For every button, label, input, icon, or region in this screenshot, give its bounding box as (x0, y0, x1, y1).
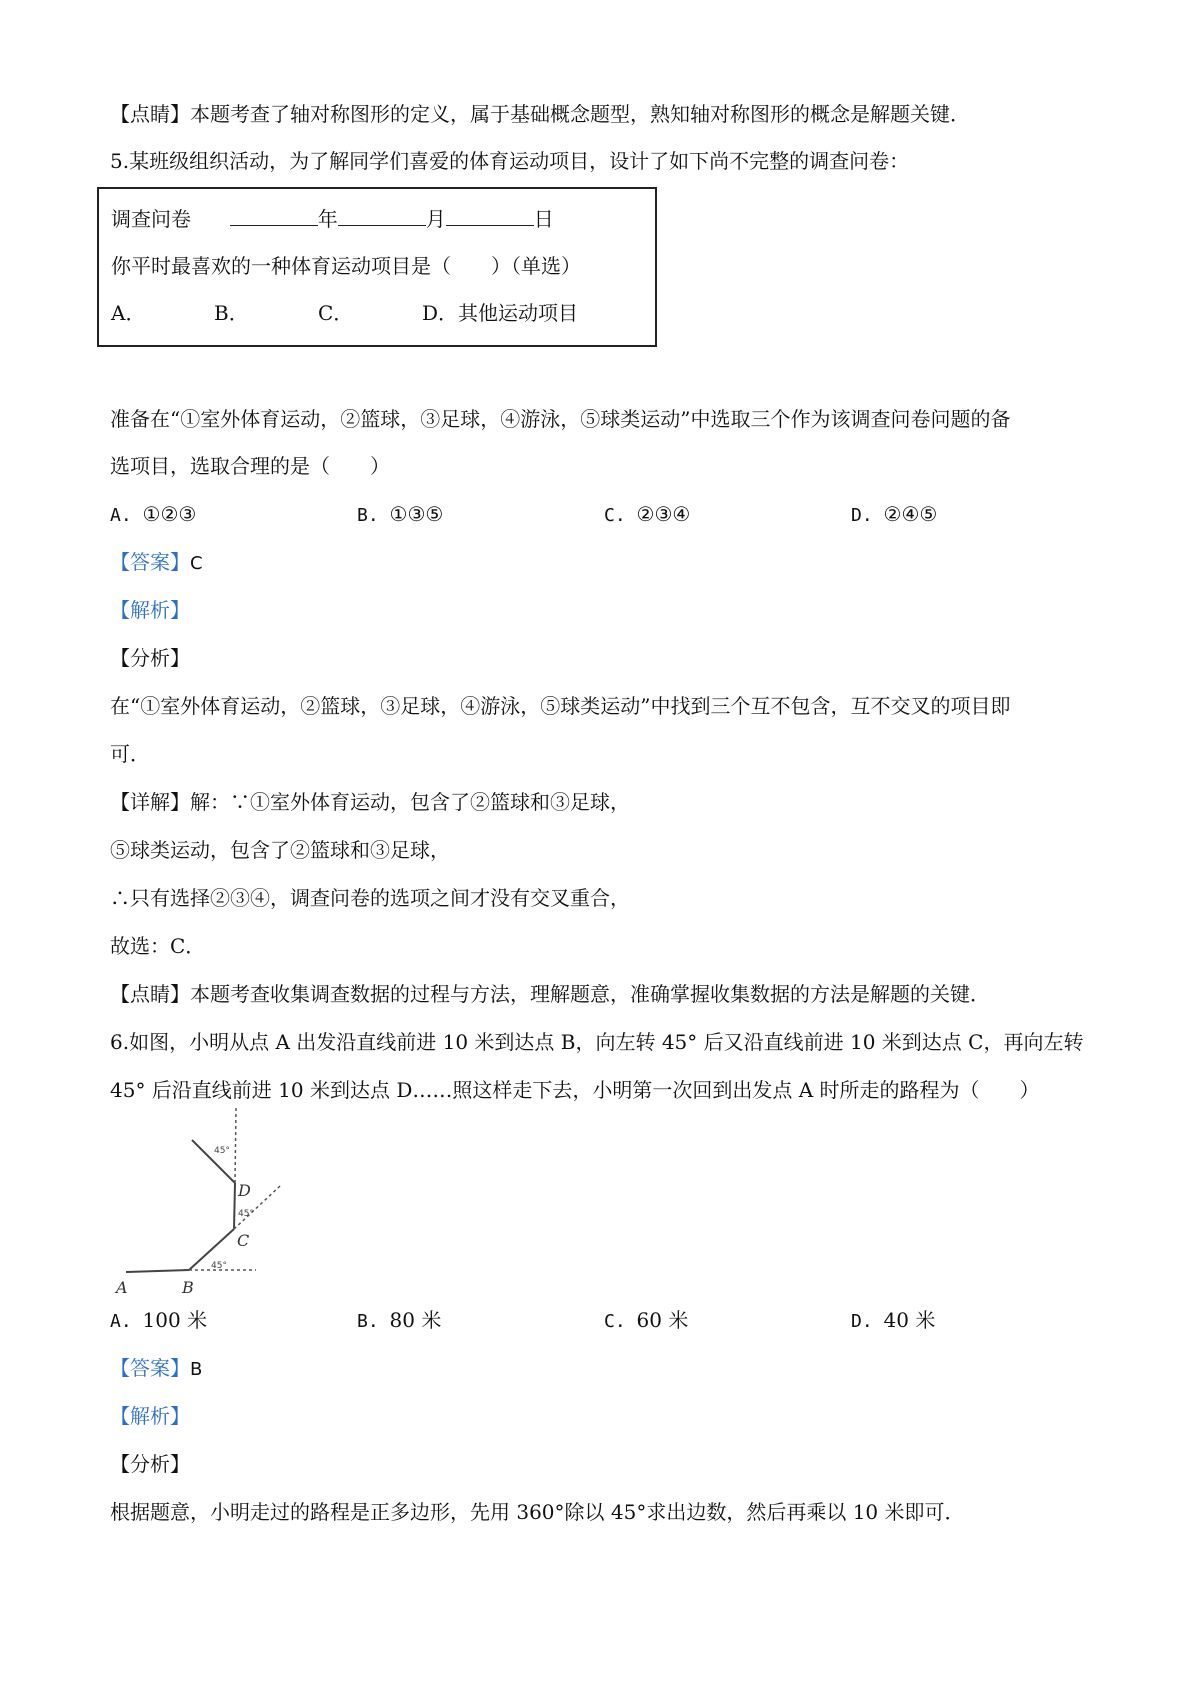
answer-5-value: C (190, 553, 203, 574)
survey-option-b: B． (214, 301, 249, 325)
fenxi-5-tag: 【分析】 (110, 646, 190, 670)
angle-label-c: 45° (238, 1209, 254, 1219)
xiangjie-5-line-4: 故选：C． (110, 934, 206, 958)
q6-option-d-text: 40 米 (883, 1308, 936, 1332)
q6-option-d: D. 40 米 (851, 1308, 936, 1332)
question-5-prep-line-2: 选项目，选取合理的是（ ） (110, 454, 390, 478)
q5-option-a: A. ①②③ (110, 502, 197, 526)
xiangjie-5-line-2: ⑤球类运动，包含了②篮球和③足球， (110, 838, 450, 862)
segment-ab (126, 1270, 189, 1272)
label-point-d: D (238, 1181, 251, 1200)
label-point-c: C (237, 1231, 250, 1250)
fenxi-6-tag: 【分析】 (110, 1452, 190, 1476)
answer-6-tag: 【答案】 (110, 1356, 190, 1380)
q6-option-b-text: 80 米 (389, 1308, 442, 1332)
fenxi-5-text-2: 可． (110, 742, 150, 766)
jiexi-5-tag: 【解析】 (110, 598, 190, 622)
xiangjie-5-line-1: 【详解】解：∵①室外体育运动，包含了②篮球和③足球， (110, 790, 630, 814)
q5-option-d-text: ②④⑤ (883, 502, 938, 526)
angle-label-d: 45° (214, 1146, 230, 1156)
year-blank (230, 207, 318, 226)
dianjing-5: 【点睛】本题考查收集调查数据的过程与方法，理解题意，准确掌握收集数据的方法是解题的关键． (110, 982, 990, 1006)
survey-title-row (111, 205, 554, 233)
label-point-a: A (116, 1278, 128, 1297)
jiexi-6-tag: 【解析】 (110, 1404, 190, 1428)
q5-option-b-text: ①③⑤ (389, 502, 444, 526)
q5-option-c-text: ②③④ (636, 502, 691, 526)
month-blank (338, 207, 426, 226)
path-figure (108, 1108, 298, 1298)
q6-option-c: C. 60 米 (604, 1308, 689, 1332)
answer-6 (110, 1354, 202, 1384)
survey-option-c: C． (318, 301, 354, 325)
q6-option-b: B. 80 米 (357, 1308, 442, 1332)
q6-option-a: A. 100 米 (110, 1308, 208, 1332)
survey-question: 你平时最喜欢的一种体育运动项目是（ ）（单选） (111, 254, 581, 278)
question-6-line-2: 45° 后沿直线前进 10 米到达点 D……照这样走下去，小明第一次回到出发点 A 时所走的路程为（ ） (110, 1078, 1040, 1102)
answer-6-value: B (190, 1359, 203, 1380)
extension-d (235, 1108, 236, 1183)
survey-option-a: A． (111, 301, 146, 325)
survey-option-d: D．其他运动项目 (422, 301, 579, 325)
survey-option-d-text: 其他运动项目 (458, 301, 579, 325)
question-6-line-1: 6.如图，小明从点 A 出发沿直线前进 10 米到达点 B，向左转 45° 后又沿直线前进 10 米到达点 C，再向左转 (110, 1030, 1084, 1054)
question-5-prep-line-1: 准备在“①室外体育运动，②篮球，③足球，④游泳，⑤球类运动”中选取三个作为该调查问卷问题的备 (110, 407, 1011, 431)
survey-box (97, 187, 657, 347)
q6-option-c-text: 60 米 (636, 1308, 689, 1332)
q6-option-a-text: 100 米 (142, 1308, 208, 1332)
fenxi-5-text-1: 在“①室外体育运动，②篮球，③足球，④游泳，⑤球类运动”中找到三个互不包含，互不交叉的项目即 (110, 694, 1011, 718)
segment-cd (234, 1183, 235, 1229)
fenxi-6-text: 根据题意，小明走过的路程是正多边形，先用 360°除以 45°求出边数，然后再乘以 10 米即可． (110, 1500, 965, 1524)
day-blank (446, 207, 534, 226)
angle-label-b: 45° (211, 1261, 227, 1271)
q5-option-d: D. ②④⑤ (851, 502, 938, 526)
day-label: 日 (533, 207, 554, 231)
dianjing-note-1: 【点睛】本题考查了轴对称图形的定义，属于基础概念题型，熟知轴对称图形的概念是解题关键． (110, 102, 970, 126)
answer-5 (110, 548, 203, 578)
q5-option-a-text: ①②③ (142, 502, 197, 526)
answer-5-tag: 【答案】 (110, 550, 190, 574)
year-label: 年 (317, 207, 338, 231)
q5-option-b: B. ①③⑤ (357, 502, 444, 526)
question-5-stem: 5.某班级组织活动，为了解同学们喜爱的体育运动项目，设计了如下尚不完整的调查问卷： (110, 149, 910, 173)
q5-option-c: C. ②③④ (604, 502, 691, 526)
survey-title: 调查问卷 (111, 207, 191, 231)
label-point-b: B (182, 1278, 194, 1297)
xiangjie-5-line-3: ∴只有选择②③④，调查问卷的选项之间才没有交叉重合， (110, 886, 630, 910)
month-label: 月 (425, 207, 446, 231)
